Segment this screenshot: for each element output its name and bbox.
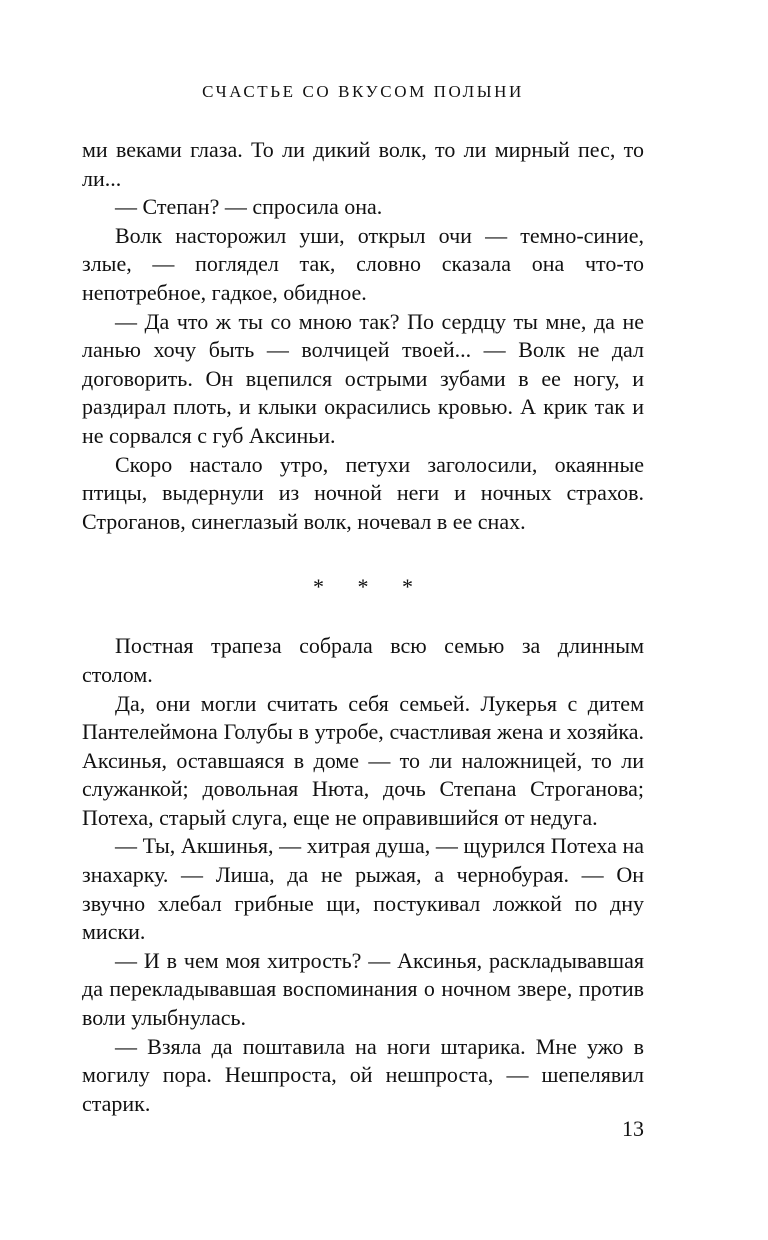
paragraph: — Да что ж ты со мною так? По сердцу ты мне, да не ланью хочу быть — волчицей твоей... — Волк не дал договорить. Он вцепился острыми зубами в ее ногу, и раздирал плоть, и клыки окрасились кровью. А крик так и не сорвался с губ Аксиньи. (82, 308, 644, 448)
running-head: СЧАСТЬЕ СО ВКУСОМ ПОЛЫНИ (202, 82, 524, 101)
paragraph: — Ты, Акшинья, — хитрая душа, — щурился Потеха на знахарку. — Лиша, да не рыжая, а чернобурая. — Он звучно хлебал грибные щи, постукивал ложкой по дну миски. (82, 833, 644, 945)
paragraph: Да, они могли считать себя семьей. Лукерья с дитем Пантелеймона Голубы в утробе, счастливая жена и хозяйка. Аксинья, оставшаяся в доме — то ли наложницей, то ли служанкой; довольная Нюта, дочь Степана Строганова; Потеха, старый слуга, еще не оправившийся от недуга. (82, 690, 644, 830)
paragraph: Волк насторожил уши, открыл очи — темно-синие, злые, — поглядел так, словно сказала она что-то непотребное, гадкое, обидное. (82, 222, 644, 305)
paragraph: — Взяла да поштавила на ноги штарика. Мне ужо в могилу пора. Нешпроста, ой нешпроста, — шепелявил старик. (82, 1033, 644, 1116)
paragraph: ми веками глаза. То ли дикий волк, то ли мирный пес, то ли... (82, 137, 644, 191)
paragraph: — И в чем моя хитрость? — Аксинья, раскладывавшая да перекладывавшая воспоминания о ночном звере, против воли улыбнулась. (82, 947, 644, 1031)
paragraph: Постная трапеза собрала всю семью за длинным столом. (82, 633, 644, 687)
section-break: * * * (313, 574, 427, 600)
page-number: 13 (622, 1116, 644, 1141)
body-text (82, 136, 644, 1118)
paragraph: — Степан? — спросила она. (115, 194, 383, 220)
paragraph: Скоро настало утро, петухи заголосили, окаянные птицы, выдернули из ночной неги и ночных страхов. Строганов, синеглазый волк, ночевал в ее снах. (82, 451, 644, 534)
